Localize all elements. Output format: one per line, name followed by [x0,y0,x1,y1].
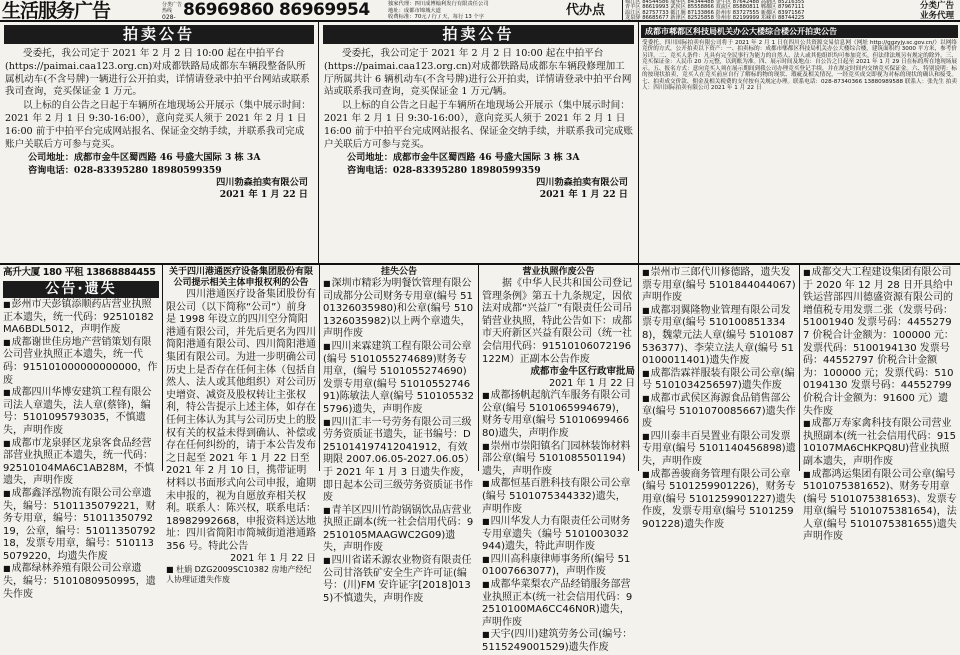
header-tag-top: 分类广告 [919,1,954,11]
auction-notice-left [0,22,319,263]
auction-paragraph: 受委托，我公司定于 2021 年 2 月 2 日 10:00 起在中拍平台(https://paimai.caa123.org.cn)对成都铁路局成都东车辆段修理加工厅所属共计 6 辆机动车(不含号牌)进行公开拍卖，详情请登录中拍平台网站或联系我司查询，竞买保证金 1 万元/辆。 [324,48,632,98]
auction-notice-middle [319,22,639,263]
list-item: ■ 成都市武侯区海源食品销售部公章(编号 5101070085667)遗失作废 [642,393,796,431]
list-item: ■ 成都扬帆起航汽车服务有限公司公章(编号 5101065994679)，财务专用章(编号 5101069946680)遗失，声明作废 [482,390,635,440]
list-item: ■ 成都鸿运集团有限公司公章(编号 5101075381652)、财务专用章(编号 5101075381653)、发票专用章(编号 5101075381654)，法人章(编号 5101075381655)遗失声明作废 [803,469,957,545]
notice-title: 营业执照作废公告 [522,267,595,277]
company-name: 四川勃森拍卖有限公司 [216,176,308,188]
company-address: 公司地址：成都市金牛区蜀西路 46 号盛大国际 3 栋 3A [347,152,580,164]
notice-date: 2021 年 1 月 22 日 [549,378,635,390]
issuing-authority: 成都市金牛区行政审批局 [530,366,635,378]
publisher-line: 收费标准：70元 / 行 / 天，每行 13 个字 [388,14,485,21]
auction-title: 拍卖公告 [323,25,634,44]
notice-body: 据《中华人民共和国公司登记管理条例》第五十九条规定，因依法对成都“兴益厂”有限责任公司吊销营业执照，特此公告如下：成都市天府新区兴益有限公司（统一社会信用代码：91510106072196122M）正副本公告作废 [482,278,633,365]
auction-title: 拍卖公告 [4,25,314,44]
notice-column-5 [639,265,800,530]
list-item: ■ 青羊区四川竹韵锅锅饮品店营业执照正副本(统一社会信用代码：92510105MAAGWC2G09)遗失，声明作废 [323,505,475,555]
list-item: ■ 成都善骏商务管理有限公司公章(编号 5101259901226)，财务专用章(编号 5101259901227)遗失作废，发票专用章(编号 5101259901228)遗失作废 [642,469,796,532]
list-item: ■ 崇州市崇阳镇名门园林装饰材料部公章(编号 5101085501194)遗失，声明作废 [482,441,635,479]
agency-label: 代办点 [566,3,606,18]
company-address: 公司地址：成都市金牛区蜀西路 46 号盛大国际 3 栋 3A [28,152,261,164]
list-item: ■ 成都恒基百胜科技有限公司公章(编号 5101075344332)遗失，声明作废 [482,478,635,516]
footnote: ■ 杜娟 DZG2009SC10382 房地产经纪人协理证遗失作废 [166,565,312,585]
list-item: ■ 四川省诺禾源农业物资有限责任公司甘洛铁矿安全生产许可证(编号：(川)FM 安许证字[2018]0135)不慎遗失，声明作废 [323,555,475,605]
list-item: ■ 成都四川华博安建筑工程有限公司法人章遗失，法人章(蔡锋)，编号：5101095793035，不慎遗失，声明作废 [3,387,159,437]
notice-banner: 公告·遗失 [3,281,159,298]
list-item: ■ 四川华发人力有限责任公司财务专用章遗失（编号 5101003032944)遗失，特此声明作废 [482,516,635,554]
notice-column-4 [479,265,639,654]
rental-ad: 高升大厦 180 平租 13868884455 [3,267,156,278]
auction-title: 成都市郫都区科技局机关办公大楼综合楼公开拍卖公告 [641,25,958,38]
hotline-phones: 86969860 86969954 [183,0,370,20]
auction-paragraph: 受委托，我公司定于 2021 年 2 月 2 日 10:00 起在中拍平台(https://paimai.caa123.org.cn)对成都铁路局成都东车辆段整备队所属机动车(不含号牌)一辆进行公开拍卖，详情请登录中拍平台网站或联系我司查询，竞买保证金 1 万元。 [5,48,310,98]
auction-paragraph: 以上标的自公告之日起于车辆所在地现场公开展示（集中展示时间：2021 年 2 月 1 日 9:30-16:00），意向竞买人须于 2021 年 2 月 1 日 16:00 前于中拍平台完成网站报名、保证金交纳手续，并联系我司完成账户关联后方可参与竞买。 [324,100,633,150]
company-phone: 咨询电话：028-83395280 18980599359 [28,164,222,176]
company-phone: 咨询电话：028-83395280 18980599359 [347,164,541,176]
notice-column-2 [163,265,320,585]
list-item: ■ 四川高科康律师事务所(编号 5101007663077)，声明作废 [482,554,635,579]
list-item: ■ 成都谢世佳房地产营销策划有限公司营业执照正本遗失，统一代码：915101000000000000，作废 [3,337,159,387]
header-tag-bottom: 业务代理 [919,11,954,21]
branch-line: 锦江区 84544586 成华区 84344488 金牛区 87642488 高新区 85216355 [625,0,805,5]
header-tag [915,1,959,21]
notice-column-6 [800,265,960,543]
branch-line: 温江区 82757733 都江堰 87133866 彭州市 83727555 新都区 83971567 [625,9,805,16]
masthead-title: 生活服务广告 [2,0,111,22]
hotline-tag: 分类广告热线 [162,2,183,14]
branch-line: 青羊区 86619993 武侯区 85558866 双流区 85880811 郫都区 87967111 [625,4,805,11]
notice-date: 2021 年 1 月 22 日 [539,188,628,200]
list-item: ■ 成都绿林养殖有限公司公章遗失，编号：5101080950995，遗失作废 [3,563,159,601]
list-item: ■ 成都市龙泉驿区龙泉客食品经营部营业执照正本遗失，统一代码：92510104MA6C1AB28M，不慎遗失，声明作废 [3,438,159,488]
header-bar [0,0,960,22]
notice-column-3 [320,265,479,604]
list-item: ■ 成都羽翼隆物业管理有限公司发票专用章(编号 5101008513348)，魏蒙元法人章(编号 5101087536377)、李荣立法人章(编号 510100011401)遗失作废 [642,305,796,368]
publisher-info [388,1,556,21]
list-item: ■ 四川泰丰百昊置业有限公司发票专用章(编号 5101140456898)遗失，声明作废 [642,431,796,469]
notice-body: 四川港通医疗设备集团股份有限公司（以下简称“公司”）前身是 1998 年设立的四川空分简阳港通有限公司，并先后更名为四川简阳港通有限公司、四川简阳港通集团有限公司。为进一步明确公司历史上是否存在任何主体（包括自然人、法人或其他组织）对公司历史增资、减资及股权转让主张权利，特公告提示上述主体，如存在任何主体认为其与公司历史上的股权有关的权益未得到确认、补偿或存在任何纠纷的，请于本公告发布之日起至 2021 年 1 月 22 日至 2021 年 2 月 10 日，携带证明材料以书面形式向公司申报，逾期未申报的，视为自愿放弃相关权利。联系人：陈兴权，联系电话：18982992668，申报资料送达地址：四川省简阳市简城街道港通路 356 号。特此公告 [166,289,316,552]
list-item: ■ 彭州市天彭镇添顺药店营业执照正本遗失，统一代码：92510182MA6BDL5012，声明作废 [3,299,159,337]
branch-list [622,0,914,21]
branch-line: 龙泉驿 86685677 新津区 82525858 崇州市 82199999 邛崃市 88744225 [625,15,805,22]
list-item: ■ 成都鑫泽泓物流有限公司公章遗失，编号：5101135079221，财务专用章，编号：5101135079219，公章，编号：5101135079218，发票专用章，编号：5101135079220，均遗失作废 [3,488,159,564]
list-item: ■ 天宇(四川)建筑劳务公司(编号：5115249001529)遗失作废 [482,629,635,654]
list-item: ■ 四川汇丰一号劳务有限公司三级劳务资质证书遗失，证书编号：D251014197412041912，有效期限 2007.06.05-2027.06.05）于 2021 年 1 月 3 日遗失作废，即日起本公司三级劳务资质证书作废 [323,417,475,505]
auction-notice-right [639,22,960,263]
list-item: ■ 深圳市精彩为明餐饮管理有限公司成都分公司财务专用章(编号 5101326035980)和公章(编号 5101326035982)以上两个章遗失，声明作废 [323,278,475,341]
list-item: ■ 四川来霖建筑工程有限公司公章(编号 5101055274689)财务专用章，(编号 5101055274690)发票专用章(编号 5101055274691)陈敏法人章(编号 5101055325796)遗失，声明作废 [323,341,475,417]
publisher-line: 独家代理：四川成博翰利发行有限责任公司 [388,1,489,7]
list-item: ■ 成都浩霖祥服装有限公司公章(编号 5101034256597)遗失作废 [642,368,796,393]
company-name: 四川勃森拍卖有限公司 [536,176,628,188]
list-item: ■ 成都华菜梨农产品经销服务部营业执照正本(统一社会信用代码：92510100MA6CC46N0R)遗失，声明作废 [482,579,635,629]
notice-date: 2021 年 1 月 22 日 [230,553,316,565]
notice-column-1 [0,265,163,600]
notice-title: 挂失公告 [380,267,417,277]
list-item: ■ 成都万寿家禽科技有限公司营业执照副本(统一社会信用代码：91510107MA6CHKPQ8U)营业执照副本遗失，声明作废 [803,418,957,468]
auction-paragraph: 以上标的自公告之日起于车辆所在地现场公开展示（集中展示时间：2021 年 2 月 1 日 9:30-16:00），意向竞买人须于 2021 年 2 月 1 日 16:00 前于中拍平台完成网站报名、保证金交纳手续，并联系我司完成账户关联后方可参与竞买。 [5,100,311,150]
hotline-prefix: 028- [162,14,176,21]
publisher-line: 地址：成都市锦城大道 [388,7,441,14]
list-item: ■ 崇州市三郎代川修德路，遗失发票专用章(编号 5101844044067)声明作废 [642,267,796,305]
list-item: ■ 成都交大工程建设集团有限公司于 2020 年 12 月 28 日开具给中铁运营部四川德盛资源有限公司的增值税专用发票二张（发票号码：51001940 发票号码：44552797 价税合计金额为：100000 元：发票代码：5100194130 发票号码：44552797 价税合计金额为：100000 元；发票代码：5100194130 发票号码：44552799 价税合计金额为：91600 元）遗失作废 [803,267,957,418]
notice-date: 2021 年 1 月 22 日 [219,188,308,200]
notice-title: 关于四川港通医疗设备集团股份有限公司提示相关主体申报权利的公告 [168,267,313,288]
auction-body: 受委托，四川国际拍卖有限公司将于 2021 年 2 月 1 日在四川公共资源交易信息网（网址 http://ggzyjy.sc.gov.cn/）以网络竞价的方式，公开拍卖以下资产：一、拍卖标的：成都市郫都区科技局机关办公大楼综合楼，建筑面积约 3000 平方米，参考价另详。二、竞买人条件：凡具有完全民事行为能力的自然人、法人或其他组织均可参加竞买，但法律法规另有规定的除外。三、竞买保证金：人民币 20 万元整，以到账为准。四、展示时间及地点：自公告之日起至 2021 年 1 月 29 日在标的所在地现场展示。五、报名方式：意向竞买人须在展示期间到我公司办理竞买登记手续，并在规定时间内交纳竞买保证金。六、特别说明：标的按现状拍卖，竞买人在竞买前应自行了解标的物的现状、瑕疵及相关情况，一经竞买成交即视为对标的现状的确认和接受。七、拍卖成交价款、佣金及相关税费的支付按有关规定办理。联系电话：028-87340366 13880989588 联系人：张先生 拍卖人：四川国际拍卖有限公司 2021 年 1 月 22 日 [642,40,957,92]
